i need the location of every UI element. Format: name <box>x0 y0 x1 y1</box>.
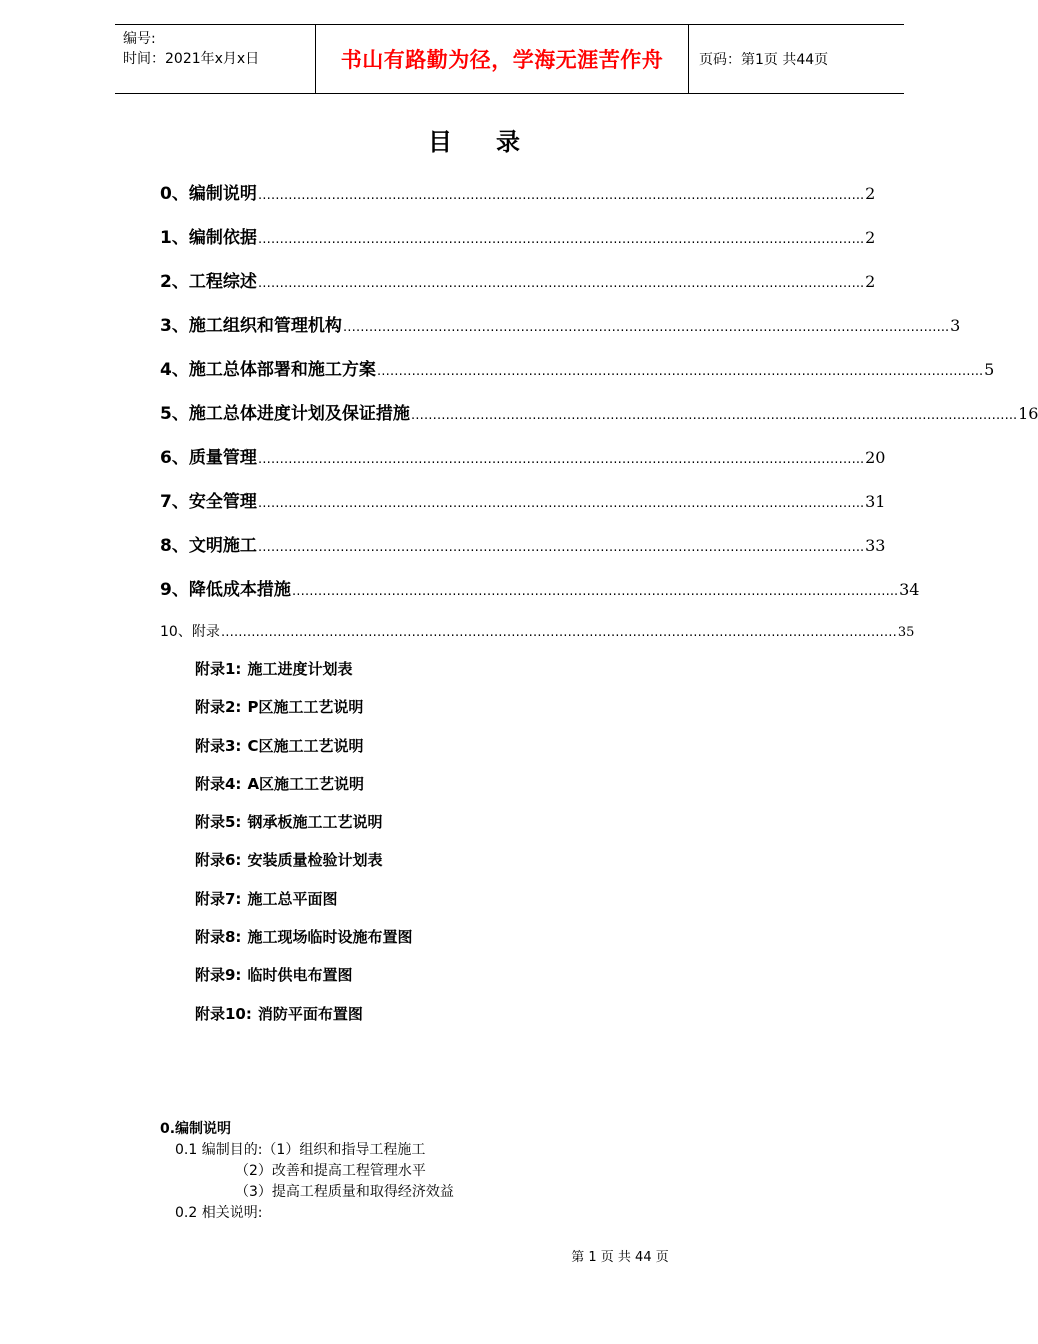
header-meta <box>115 25 315 93</box>
appendix-list <box>195 650 412 1033</box>
doc-time-label: 时间：2021年x月x日 <box>123 51 260 67</box>
appendix-number: 附录10: <box>195 1004 252 1023</box>
appendix-title: 临时供电布置图 <box>247 966 353 985</box>
appendix-item[interactable] <box>195 765 412 803</box>
appendix-title: A区施工工艺说明 <box>247 774 365 793</box>
appendix-number: 附录8: <box>195 928 242 947</box>
toc-entry-page: 5 <box>984 360 995 379</box>
toc-leader-dots: ………………………………………………………………………………………………………………………….. <box>376 364 984 379</box>
toc-title-part2: 录 <box>496 128 522 156</box>
toc-leader-dots: ………………………………………………………………………………………………………………………………………… <box>220 625 897 640</box>
toc-entry-label: 10、附录 <box>160 624 220 640</box>
toc-entry-page: 34 <box>899 580 920 599</box>
toc-title <box>0 122 950 157</box>
toc-entry-label: 6、质量管理 <box>160 448 257 468</box>
appendix-number: 附录2: <box>195 698 242 717</box>
table-of-contents <box>160 172 1038 652</box>
toc-entry[interactable] <box>160 568 920 612</box>
header-motto-cell <box>315 25 689 93</box>
section-title: 0.编制说明 <box>160 1121 232 1137</box>
appendix-number: 附录7: <box>195 889 242 908</box>
toc-entry-label: 3、施工组织和管理机构 <box>160 316 342 336</box>
toc-entry-label: 1、编制依据 <box>160 228 257 248</box>
page-header <box>115 24 904 94</box>
toc-entry-page: 2 <box>865 272 876 291</box>
appendix-title: P区施工工艺说明 <box>247 698 364 717</box>
appendix-item[interactable] <box>195 995 412 1033</box>
toc-title-part1: 目 <box>428 128 454 156</box>
toc-entry-label: 7、安全管理 <box>160 492 257 512</box>
toc-entry[interactable] <box>160 524 886 568</box>
appendix-item[interactable] <box>195 880 412 918</box>
appendix-title: 施工进度计划表 <box>247 660 353 678</box>
appendix-number: 附录1: <box>195 660 242 678</box>
toc-entry[interactable] <box>160 260 876 304</box>
doc-number-label: 编号: <box>123 31 156 47</box>
toc-leader-dots: ………………………………………………………………………………………………………………………….. <box>257 188 865 203</box>
toc-leader-dots: ………………………………………………………………………………………………………………………….. <box>257 540 865 555</box>
appendix-title: C区施工工艺说明 <box>247 736 364 755</box>
appendix-title: 钢承板施工工艺说明 <box>247 813 383 832</box>
toc-entry-page: 3 <box>950 316 961 335</box>
toc-entry-page: 31 <box>865 492 886 511</box>
appendix-title: 安装质量检验计划表 <box>247 851 383 870</box>
appendix-number: 附录9: <box>195 966 242 985</box>
page-footer <box>0 1246 950 1265</box>
toc-leader-dots: ………………………………………………………………………………………………………………………….. <box>257 452 865 467</box>
toc-entry-label: 9、降低成本措施 <box>160 580 291 600</box>
appendix-title: 施工现场临时设施布置图 <box>247 928 413 947</box>
appendix-title: 施工总平面图 <box>247 889 338 908</box>
appendix-item[interactable] <box>195 727 412 765</box>
appendix-number: 附录5: <box>195 813 242 832</box>
section-line: 0.1 编制目的:（1）组织和指导工程施工 <box>175 1142 426 1158</box>
toc-entry[interactable] <box>160 480 886 524</box>
toc-entry[interactable] <box>160 304 961 348</box>
toc-entry-label: 0、编制说明 <box>160 184 257 204</box>
toc-entry-label: 4、施工总体部署和施工方案 <box>160 360 376 380</box>
appendix-item[interactable] <box>195 688 412 726</box>
header-page-cell <box>689 25 904 93</box>
toc-leader-dots: ………………………………………………………………………………………………………………………….. <box>342 320 950 335</box>
toc-entry-page: 33 <box>865 536 886 555</box>
toc-entry[interactable] <box>160 612 915 652</box>
footer-page-number: 第 1 页 共 44 页 <box>571 1250 669 1265</box>
toc-leader-dots: ………………………………………………………………………………………………………………………….. <box>257 276 865 291</box>
toc-leader-dots: ………………………………………………………………………………………………………………………….. <box>410 408 1018 423</box>
toc-entry-page: 16 <box>1018 404 1038 423</box>
toc-entry[interactable] <box>160 392 1038 436</box>
appendix-item[interactable] <box>195 956 412 994</box>
toc-entry-page: 2 <box>865 184 876 203</box>
toc-entry[interactable] <box>160 216 876 260</box>
appendix-number: 附录6: <box>195 851 242 870</box>
toc-entry-label: 2、工程综述 <box>160 272 257 292</box>
toc-entry[interactable] <box>160 172 876 216</box>
section-line: （3）提高工程质量和取得经济效益 <box>235 1184 454 1200</box>
toc-leader-dots: ………………………………………………………………………………………………………………………….. <box>291 584 899 599</box>
header-motto: 书山有路勤为径，学海无涯苦作舟 <box>340 48 664 72</box>
toc-entry-label: 8、文明施工 <box>160 536 257 556</box>
toc-entry[interactable] <box>160 436 886 480</box>
section-line: （2）改善和提高工程管理水平 <box>235 1163 426 1179</box>
toc-leader-dots: ………………………………………………………………………………………………………………………….. <box>257 232 865 247</box>
toc-entry-page: 35 <box>897 625 915 640</box>
header-page-info: 页码：第1页 共44页 <box>699 52 829 68</box>
appendix-item[interactable] <box>195 650 412 688</box>
appendix-item[interactable] <box>195 918 412 956</box>
toc-entry[interactable] <box>160 348 995 392</box>
appendix-item[interactable] <box>195 803 412 841</box>
toc-entry-label: 5、施工总体进度计划及保证措施 <box>160 404 410 424</box>
toc-entry-page: 20 <box>865 448 886 467</box>
toc-entry-page: 2 <box>865 228 876 247</box>
section-line: 0.2 相关说明: <box>175 1205 263 1221</box>
appendix-number: 附录4: <box>195 774 242 793</box>
section-0 <box>160 1118 454 1224</box>
appendix-item[interactable] <box>195 841 412 879</box>
toc-leader-dots: ………………………………………………………………………………………………………………………….. <box>257 496 865 511</box>
appendix-title: 消防平面布置图 <box>257 1004 363 1023</box>
appendix-number: 附录3: <box>195 736 242 755</box>
